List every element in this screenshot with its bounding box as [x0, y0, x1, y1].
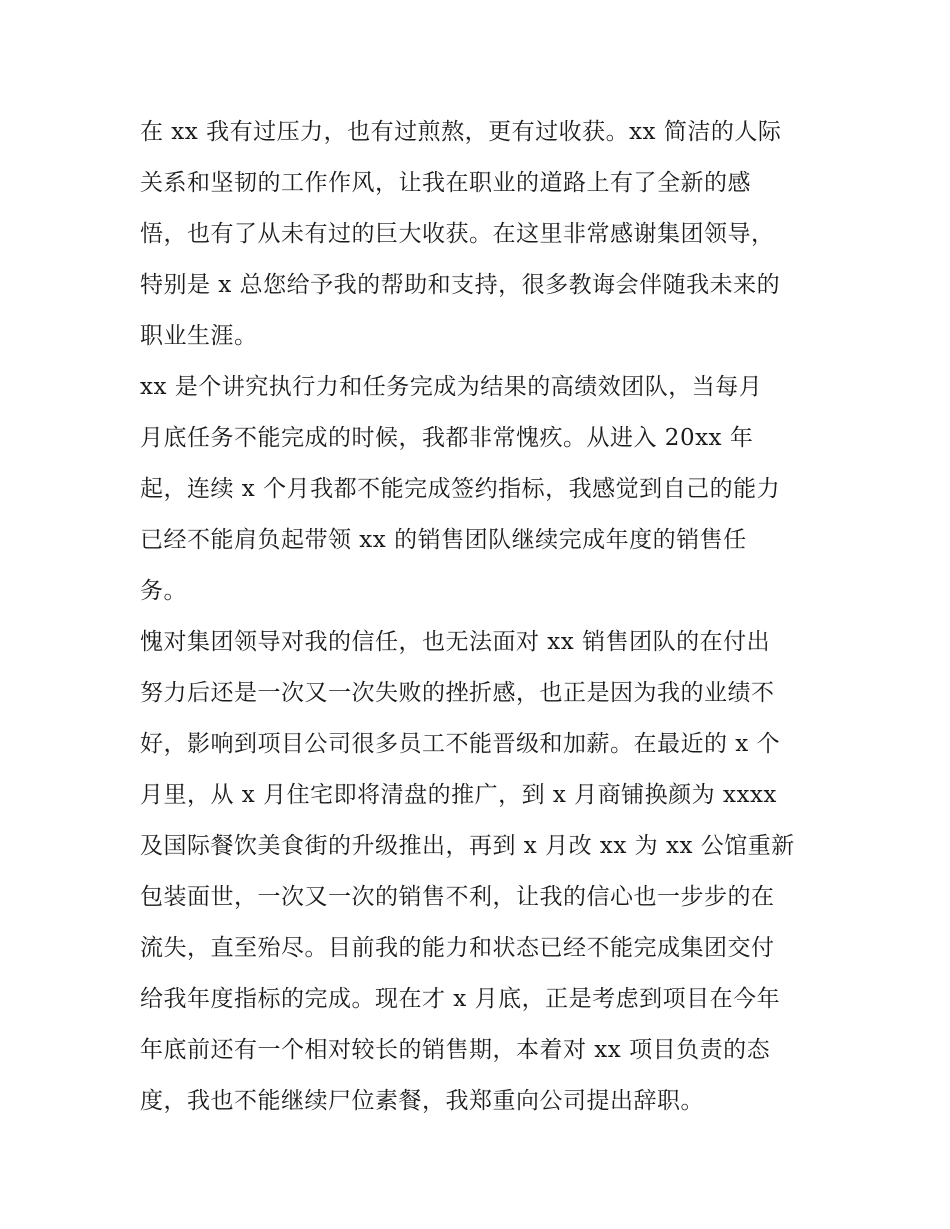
- paragraph-1: [140, 107, 820, 362]
- text-line: 及国际餐饮美食街的升级推出，再到 x 月改 xx 为 xx 公馆重新: [140, 833, 795, 859]
- text-line: 悟，也有了从未有过的巨大收获。在这里非常感谢集团领导，: [140, 221, 775, 247]
- text-line: 努力后还是一次又一次失败的挫折感，也正是因为我的业绩不: [140, 680, 775, 706]
- text-line: 愧对集团领导对我的信任，也无法面对 xx 销售团队的在付出: [140, 629, 771, 655]
- paragraph-2: [140, 362, 820, 617]
- text-line: 起，连续 x 个月我都不能完成签约指标，我感觉到自己的能力: [140, 476, 781, 502]
- text-line: 务。: [140, 578, 187, 604]
- text-line: 包装面世，一次又一次的销售不利，让我的信心也一步步的在: [140, 884, 775, 910]
- document-body: [140, 107, 820, 1127]
- text-line: 在 xx 我有过压力，也有过煎熬，更有过收获。xx 简洁的人际: [140, 119, 782, 145]
- text-line: 特别是 x 总您给予我的帮助和支持，很多教诲会伴随我未来的: [140, 272, 781, 298]
- text-line: 给我年度指标的完成。现在才 x 月底，正是考虑到项目在今年: [140, 986, 781, 1012]
- text-line: 月里，从 x 月住宅即将清盘的推广，到 x 月商铺换颜为 xxxx: [140, 782, 777, 808]
- text-line: 流失，直至殆尽。目前我的能力和状态已经不能完成集团交付: [140, 935, 775, 961]
- text-line: 度，我也不能继续尸位素餐，我郑重向公司提出辞职。: [140, 1088, 704, 1114]
- text-line: 关系和坚韧的工作作风，让我在职业的道路上有了全新的感: [140, 170, 751, 196]
- text-line: 职业生涯。: [140, 323, 258, 349]
- text-line: 年底前还有一个相对较长的销售期，本着对 xx 项目负责的态: [140, 1037, 771, 1063]
- text-line: 已经不能肩负起带领 xx 的销售团队继续完成年度的销售任: [140, 527, 747, 553]
- text-line: 月底任务不能完成的时候，我都非常愧疚。从进入 20xx 年: [140, 425, 754, 451]
- text-line: 好，影响到项目公司很多员工不能晋级和加薪。在最近的 x 个: [140, 731, 781, 757]
- text-line: xx 是个讲究执行力和任务完成为结果的高绩效团队，当每月: [140, 374, 763, 400]
- paragraph-3: [140, 617, 820, 1127]
